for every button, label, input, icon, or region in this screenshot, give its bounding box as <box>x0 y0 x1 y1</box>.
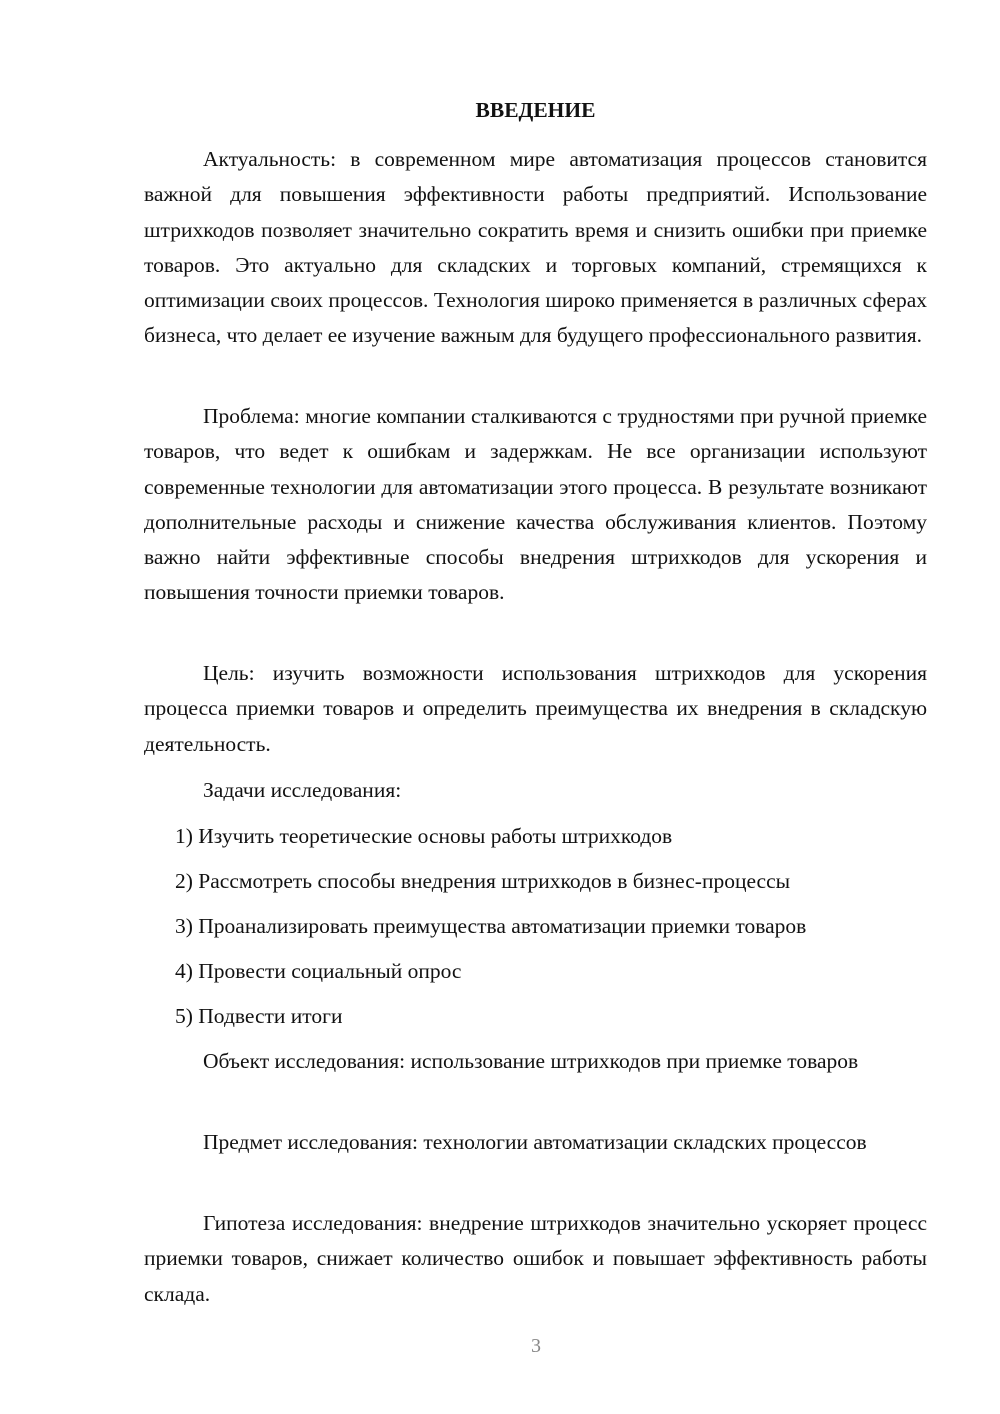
task-item-3: 3) Проанализировать преимущества автоматизации приемки товаров <box>175 914 807 938</box>
tasks-heading-block <box>144 773 927 808</box>
problem-text: Проблема: многие компании сталкиваются с трудностями при ручной приемке товаров, что ведет к ошибкам и задержкам. Не все организации используют современные технологии для автоматизации этого процесса. В результате возникают дополнительные расходы и снижение качества обслуживания клиентов. Поэтому важно найти эффективные способы внедрения штрихкодов для ускорения и повышения точности приемки товаров. <box>144 404 927 605</box>
task-item-1: 1) Изучить теоретические основы работы штрихкодов <box>175 824 673 848</box>
page-title: ВВЕДЕНИЕ <box>475 98 596 122</box>
relevance-paragraph <box>144 142 927 354</box>
relevance-text: Актуальность: в современном мире автоматизация процессов становится важной для повышения эффективности работы предприятий. Использование штрихкодов позволяет значительно сократить время и снизить ошибки при приемке товаров. Это актуально для складских и торговых компаний, стремящихся к оптимизации своих процессов. Технология широко применяется в различных сферах бизнеса, что делает ее изучение важным для будущего профессионального развития. <box>144 147 927 348</box>
goal-paragraph <box>144 656 927 762</box>
task-item-5: 5) Подвести итоги <box>175 1004 343 1028</box>
object-paragraph <box>144 1044 927 1079</box>
hypothesis-paragraph <box>144 1206 927 1312</box>
tasks-heading: Задачи исследования: <box>203 778 402 802</box>
task-item-4: 4) Провести социальный опрос <box>175 959 462 983</box>
subject-text: Предмет исследования: технологии автоматизации складских процессов <box>203 1130 867 1154</box>
page-number: 3 <box>531 1335 541 1357</box>
goal-text: Цель: изучить возможности использования штрихкодов для ускорения процесса приемки товаров и определить преимущества их внедрения в складскую деятельность. <box>144 661 927 756</box>
task-item-2: 2) Рассмотреть способы внедрения штрихкодов в бизнес-процессы <box>175 869 791 893</box>
problem-paragraph <box>144 399 927 611</box>
hypothesis-text: Гипотеза исследования: внедрение штрихкодов значительно ускоряет процесс приемки товаров, снижает количество ошибок и повышает эффективность работы склада. <box>144 1211 927 1306</box>
subject-paragraph <box>144 1125 927 1160</box>
object-text: Объект исследования: использование штрихкодов при приемке товаров <box>203 1049 859 1073</box>
